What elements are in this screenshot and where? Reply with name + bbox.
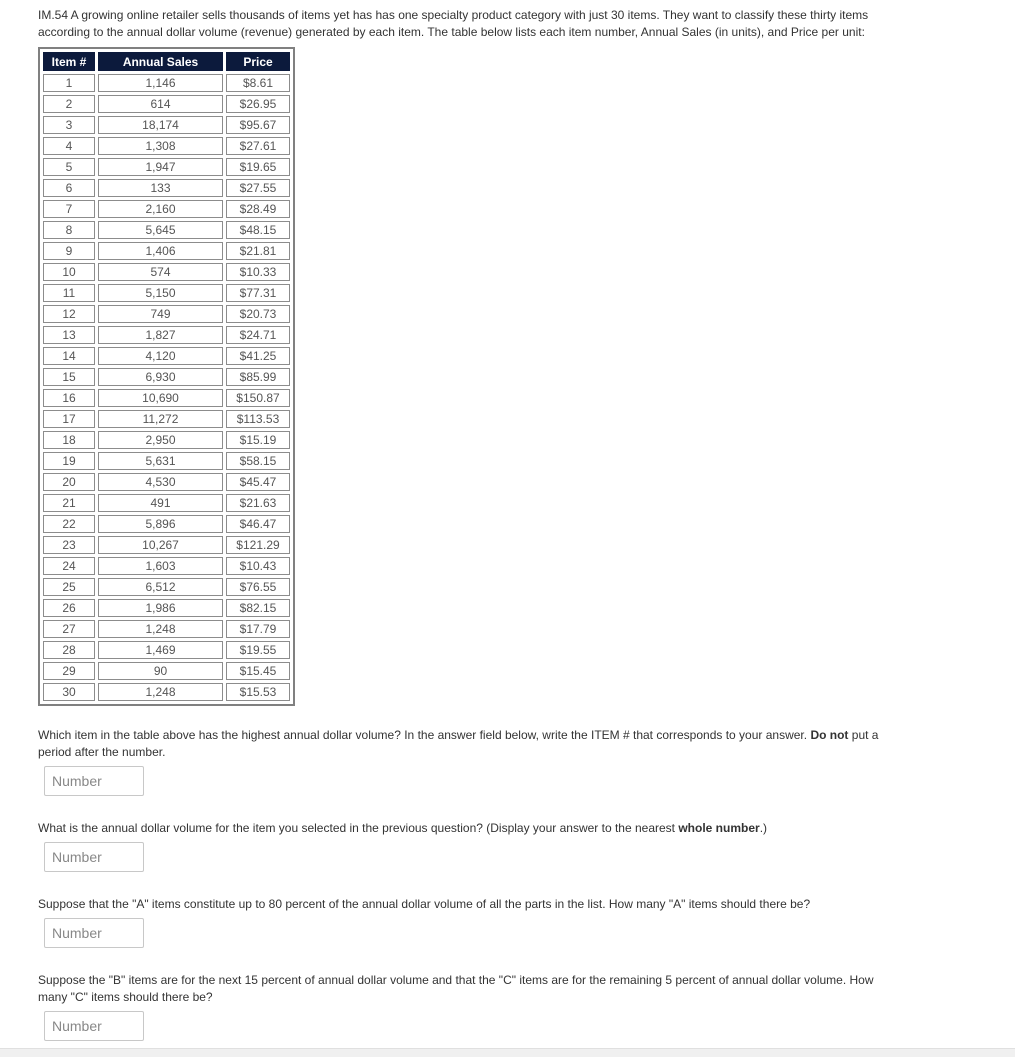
table-row (43, 284, 290, 302)
table-row (43, 347, 290, 365)
header-price: Price (226, 52, 290, 71)
cell-item-number: 28 (43, 641, 95, 659)
cell-price: $19.55 (226, 641, 290, 659)
data-table-frame (38, 47, 295, 706)
cell-price: $121.29 (226, 536, 290, 554)
cell-annual-sales: 4,120 (98, 347, 223, 365)
header-item-number: Item # (43, 52, 95, 71)
cell-item-number: 30 (43, 683, 95, 701)
cell-item-number: 6 (43, 179, 95, 197)
cell-price: $41.25 (226, 347, 290, 365)
cell-annual-sales: 749 (98, 305, 223, 323)
cell-item-number: 17 (43, 410, 95, 428)
cell-price: $8.61 (226, 74, 290, 92)
question-1-text: Which item in the table above has the highest annual dollar volume? In the answer field below, write the ITEM # that corresponds to your answer. (38, 728, 811, 742)
question-2-emphasis: whole number (678, 821, 760, 835)
cell-price: $24.71 (226, 326, 290, 344)
cell-annual-sales: 1,603 (98, 557, 223, 575)
table-row (43, 515, 290, 533)
table-row (43, 263, 290, 281)
table-row (43, 431, 290, 449)
cell-price: $113.53 (226, 410, 290, 428)
cell-item-number: 3 (43, 116, 95, 134)
cell-price: $26.95 (226, 95, 290, 113)
cell-price: $85.99 (226, 368, 290, 386)
table-row (43, 410, 290, 428)
answer-4-input[interactable] (44, 1011, 144, 1041)
cell-price: $27.61 (226, 137, 290, 155)
table-row (43, 452, 290, 470)
cell-item-number: 11 (43, 284, 95, 302)
table-row (43, 389, 290, 407)
cell-price: $10.43 (226, 557, 290, 575)
cell-item-number: 25 (43, 578, 95, 596)
cell-price: $15.19 (226, 431, 290, 449)
cell-item-number: 16 (43, 389, 95, 407)
question-3-text: Suppose that the "A" items constitute up to 80 percent of the annual dollar volume of all the parts in the list. How many "A" items should there be? (38, 897, 811, 911)
cell-price: $45.47 (226, 473, 290, 491)
cell-price: $58.15 (226, 452, 290, 470)
table-row (43, 683, 290, 701)
question-1-text-end: put a period after the number. (38, 728, 879, 759)
cell-item-number: 10 (43, 263, 95, 281)
cell-price: $17.79 (226, 620, 290, 638)
cell-item-number: 18 (43, 431, 95, 449)
table-row (43, 221, 290, 239)
table-header-row (43, 52, 290, 71)
cell-annual-sales: 5,896 (98, 515, 223, 533)
cell-annual-sales: 1,248 (98, 683, 223, 701)
answer-3-input[interactable] (44, 918, 144, 948)
table-row (43, 95, 290, 113)
table-row (43, 641, 290, 659)
cell-price: $48.15 (226, 221, 290, 239)
table-row (43, 326, 290, 344)
cell-annual-sales: 90 (98, 662, 223, 680)
question-2 (38, 820, 888, 837)
cell-annual-sales: 1,308 (98, 137, 223, 155)
cell-item-number: 29 (43, 662, 95, 680)
cell-annual-sales: 5,631 (98, 452, 223, 470)
cell-annual-sales: 6,512 (98, 578, 223, 596)
table-row (43, 662, 290, 680)
cell-item-number: 22 (43, 515, 95, 533)
table-row (43, 620, 290, 638)
cell-item-number: 23 (43, 536, 95, 554)
cell-price: $20.73 (226, 305, 290, 323)
table-row (43, 305, 290, 323)
cell-annual-sales: 1,947 (98, 158, 223, 176)
table-row (43, 536, 290, 554)
cell-item-number: 9 (43, 242, 95, 260)
cell-item-number: 26 (43, 599, 95, 617)
problem-intro: IM.54 A growing online retailer sells thousands of items yet has has one specialty product category with just 30 items. They want to classify these thirty items according to the annual dollar volume (revenue) generated by each item. The table below lists each item number, Annual Sales (in units), and Price per unit: (38, 8, 869, 39)
table-row (43, 179, 290, 197)
cell-price: $28.49 (226, 200, 290, 218)
cell-item-number: 24 (43, 557, 95, 575)
cell-price: $19.65 (226, 158, 290, 176)
question-2-text-end: .) (759, 821, 768, 835)
question-1 (38, 727, 888, 761)
cell-item-number: 27 (43, 620, 95, 638)
cell-item-number: 14 (43, 347, 95, 365)
cell-price: $15.45 (226, 662, 290, 680)
cell-item-number: 19 (43, 452, 95, 470)
cell-annual-sales: 18,174 (98, 116, 223, 134)
question-4 (38, 972, 888, 1006)
cell-price: $15.53 (226, 683, 290, 701)
cell-price: $27.55 (226, 179, 290, 197)
cell-annual-sales: 10,267 (98, 536, 223, 554)
cell-annual-sales: 5,645 (98, 221, 223, 239)
data-table (40, 49, 293, 704)
cell-annual-sales: 574 (98, 263, 223, 281)
answer-2-input[interactable] (44, 842, 144, 872)
cell-price: $46.47 (226, 515, 290, 533)
table-row (43, 557, 290, 575)
cell-price: $95.67 (226, 116, 290, 134)
cell-item-number: 4 (43, 137, 95, 155)
table-row (43, 137, 290, 155)
cell-price: $10.33 (226, 263, 290, 281)
table-row (43, 74, 290, 92)
header-annual-sales: Annual Sales (98, 52, 223, 71)
cell-annual-sales: 1,469 (98, 641, 223, 659)
cell-item-number: 20 (43, 473, 95, 491)
cell-item-number: 13 (43, 326, 95, 344)
table-row (43, 368, 290, 386)
cell-annual-sales: 491 (98, 494, 223, 512)
cell-annual-sales: 5,150 (98, 284, 223, 302)
cell-price: $76.55 (226, 578, 290, 596)
cell-annual-sales: 2,160 (98, 200, 223, 218)
question-1-emphasis: Do not (810, 728, 849, 742)
cell-annual-sales: 10,690 (98, 389, 223, 407)
answer-1-input[interactable] (44, 766, 144, 796)
table-row (43, 200, 290, 218)
table-row (43, 116, 290, 134)
cell-annual-sales: 4,530 (98, 473, 223, 491)
cell-item-number: 7 (43, 200, 95, 218)
cell-price: $21.81 (226, 242, 290, 260)
cell-annual-sales: 1,406 (98, 242, 223, 260)
cell-item-number: 21 (43, 494, 95, 512)
cell-annual-sales: 1,986 (98, 599, 223, 617)
cell-annual-sales: 6,930 (98, 368, 223, 386)
cell-price: $82.15 (226, 599, 290, 617)
cell-price: $21.63 (226, 494, 290, 512)
cell-price: $150.87 (226, 389, 290, 407)
table-row (43, 599, 290, 617)
cell-price: $77.31 (226, 284, 290, 302)
table-row (43, 158, 290, 176)
cell-item-number: 8 (43, 221, 95, 239)
cell-annual-sales: 1,248 (98, 620, 223, 638)
cell-item-number: 15 (43, 368, 95, 386)
cell-annual-sales: 614 (98, 95, 223, 113)
cell-annual-sales: 133 (98, 179, 223, 197)
cell-item-number: 12 (43, 305, 95, 323)
cell-annual-sales: 11,272 (98, 410, 223, 428)
table-row (43, 242, 290, 260)
question-3 (38, 896, 888, 913)
cell-item-number: 2 (43, 95, 95, 113)
question-4-text: Suppose the "B" items are for the next 15 percent of annual dollar volume and that the "C" items are for the remaining 5 percent of annual dollar volume. How many "C" items should there be? (38, 973, 874, 1004)
cell-item-number: 5 (43, 158, 95, 176)
table-body (43, 74, 290, 701)
cell-annual-sales: 1,146 (98, 74, 223, 92)
cell-annual-sales: 2,950 (98, 431, 223, 449)
table-row (43, 494, 290, 512)
cell-item-number: 1 (43, 74, 95, 92)
question-2-text: What is the annual dollar volume for the item you selected in the previous question? (Display your answer to the nearest (38, 821, 679, 835)
table-row (43, 473, 290, 491)
cell-annual-sales: 1,827 (98, 326, 223, 344)
table-row (43, 578, 290, 596)
